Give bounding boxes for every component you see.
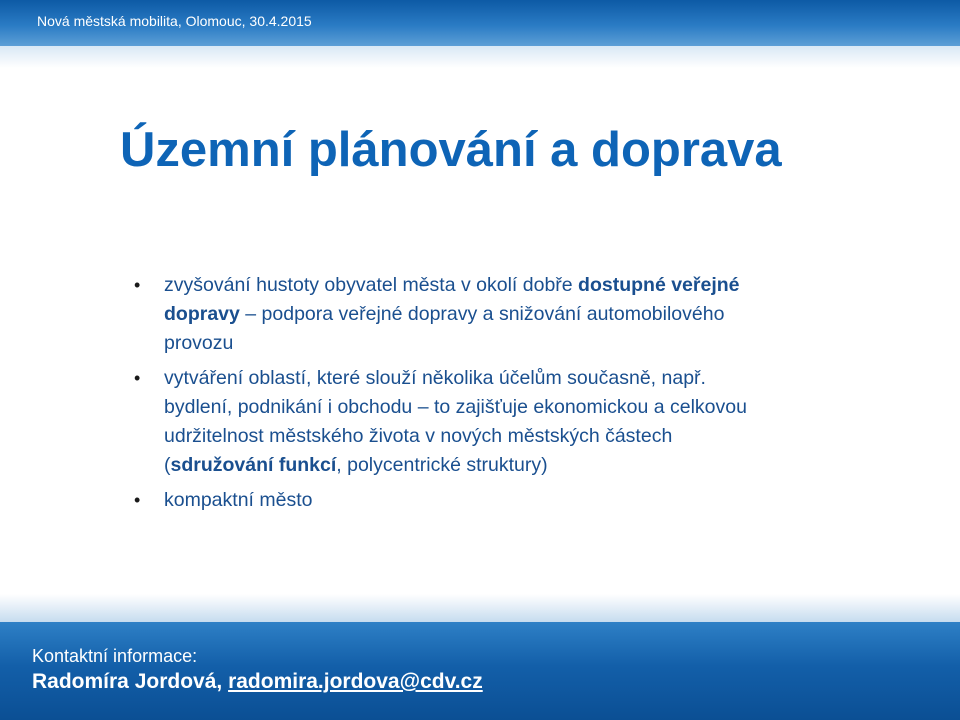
contact-line <box>32 670 483 694</box>
footer-fade <box>0 594 960 622</box>
list-item-bold: sdružování funkcí <box>170 454 337 476</box>
list-item-text: kompaktní město <box>164 489 313 511</box>
header-fade <box>0 46 960 68</box>
bullet-icon: • <box>134 275 141 295</box>
list-item-text: , polycentrické struktury) <box>336 454 548 476</box>
list-item-mixed-use <box>134 364 774 480</box>
list-item-text: vytváření oblastí, které slouží několika účelům současně, např. bydlení, podnikání i obchodu – to zajišťuje ekonomickou a celkovou udržitelnost městského života v nových městských částech ( <box>164 367 747 476</box>
bullet-icon: • <box>134 490 141 510</box>
bullet-icon: • <box>134 368 141 388</box>
list-item-density <box>134 271 774 358</box>
contact-email-link[interactable]: radomira.jordova@cdv.cz <box>228 670 483 693</box>
contact-label: Kontaktní informace: <box>32 646 198 666</box>
list-item-text: zvyšování hustoty obyvatel města v okolí dobře <box>164 274 579 296</box>
list-item-bold: dostupné veřejné dopravy <box>164 274 740 325</box>
header-text: Nová městská mobilita, Olomouc, 30.4.2015 <box>37 13 312 29</box>
bullet-list <box>134 271 774 521</box>
header-bar <box>0 0 960 46</box>
list-item-text: – podpora veřejné dopravy a snižování automobilového provozu <box>164 303 725 354</box>
slide-title: Územní plánování a doprava <box>120 123 782 177</box>
list-item-compact-city <box>134 486 774 515</box>
contact-name: Radomíra Jordová, <box>32 670 229 693</box>
